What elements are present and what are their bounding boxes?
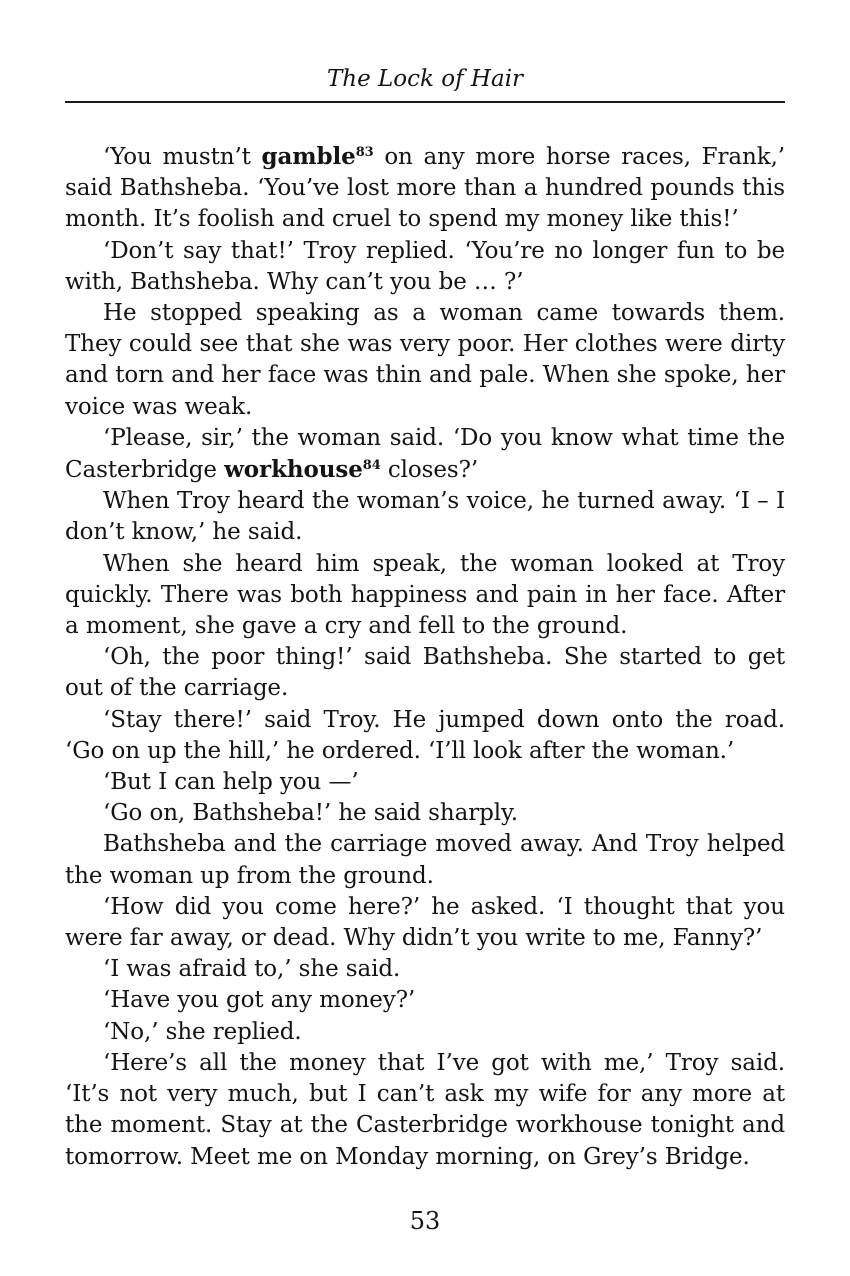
page-number: 53: [409, 1207, 441, 1235]
paragraph-text: ‘Please, sir,’ the woman said. ‘Do you know what time the Casterbridge: [65, 424, 785, 484]
glossary-term: gamble: [261, 143, 356, 170]
paragraph: [65, 141, 785, 236]
footnote-ref: 83: [355, 145, 374, 160]
paragraph-text: ‘You mustn’t: [103, 144, 262, 170]
glossary-term: workhouse: [224, 456, 363, 484]
paragraph: ‘Oh, the poor thing!’ said Bathsheba. She started to get out of the carriage.: [65, 644, 785, 702]
footnote-ref: 84: [362, 458, 381, 474]
paragraph: ‘Here’s all the money that I’ve got with me,’ Troy said. ‘It’s not very much, but I can’t ask my wife for any more at the moment. Stay at the Casterbridge workhouse tonight and tomorrow. Meet me on Monday morning, on Grey’s Bridge.: [65, 1049, 785, 1170]
paragraph: When Troy heard the woman’s voice, he turned away. ‘I – I don’t know,’ he said.: [65, 488, 785, 546]
paragraph: When she heard him speak, the woman looked at Troy quickly. There was both happiness and pain in her face. After a moment, she gave a cry and fell to the ground.: [65, 550, 785, 640]
paragraph-text: on any more horse races, Frank,’ said Bathsheba. ‘You’ve lost more than a hundred pounds this month. It’s foolish and cruel to spend my money like this!’: [65, 144, 786, 233]
paragraph: ‘No,’ she replied.: [103, 1018, 302, 1045]
running-header-title: The Lock of Hair: [326, 66, 524, 92]
paragraph: ‘Don’t say that!’ Troy replied. ‘You’re no longer fun to be with, Bathsheba. Why can’t you be … ?’: [65, 237, 785, 295]
paragraph: ‘How did you come here?’ he asked. ‘I thought that you were far away, or dead. Why didn’t you write to me, Fanny?’: [65, 893, 785, 952]
paragraph: He stopped speaking as a woman came towards them. They could see that she was very poor. Her clothes were dirty and torn and her face was thin and pale. When she spoke, her voice was weak.: [65, 300, 785, 420]
header-divider: [65, 101, 785, 103]
paragraph: ‘Stay there!’ said Troy. He jumped down onto the road. ‘Go on up the hill,’ he ordered. ‘I’ll look after the woman.’: [65, 706, 785, 764]
paragraph: ‘Go on, Bathsheba!’ he said sharply.: [103, 800, 519, 827]
paragraph: ‘I was afraid to,’ she said.: [103, 956, 401, 983]
paragraph: ‘Have you got any money?’: [103, 987, 416, 1014]
paragraph-text: closes?’: [380, 457, 479, 484]
paragraph: [65, 423, 785, 486]
paragraph: Bathsheba and the carriage moved away. And Troy helped the woman up from the ground.: [65, 831, 785, 889]
paragraph: ‘But I can help you —’: [103, 769, 359, 796]
page-body: [65, 141, 785, 1173]
